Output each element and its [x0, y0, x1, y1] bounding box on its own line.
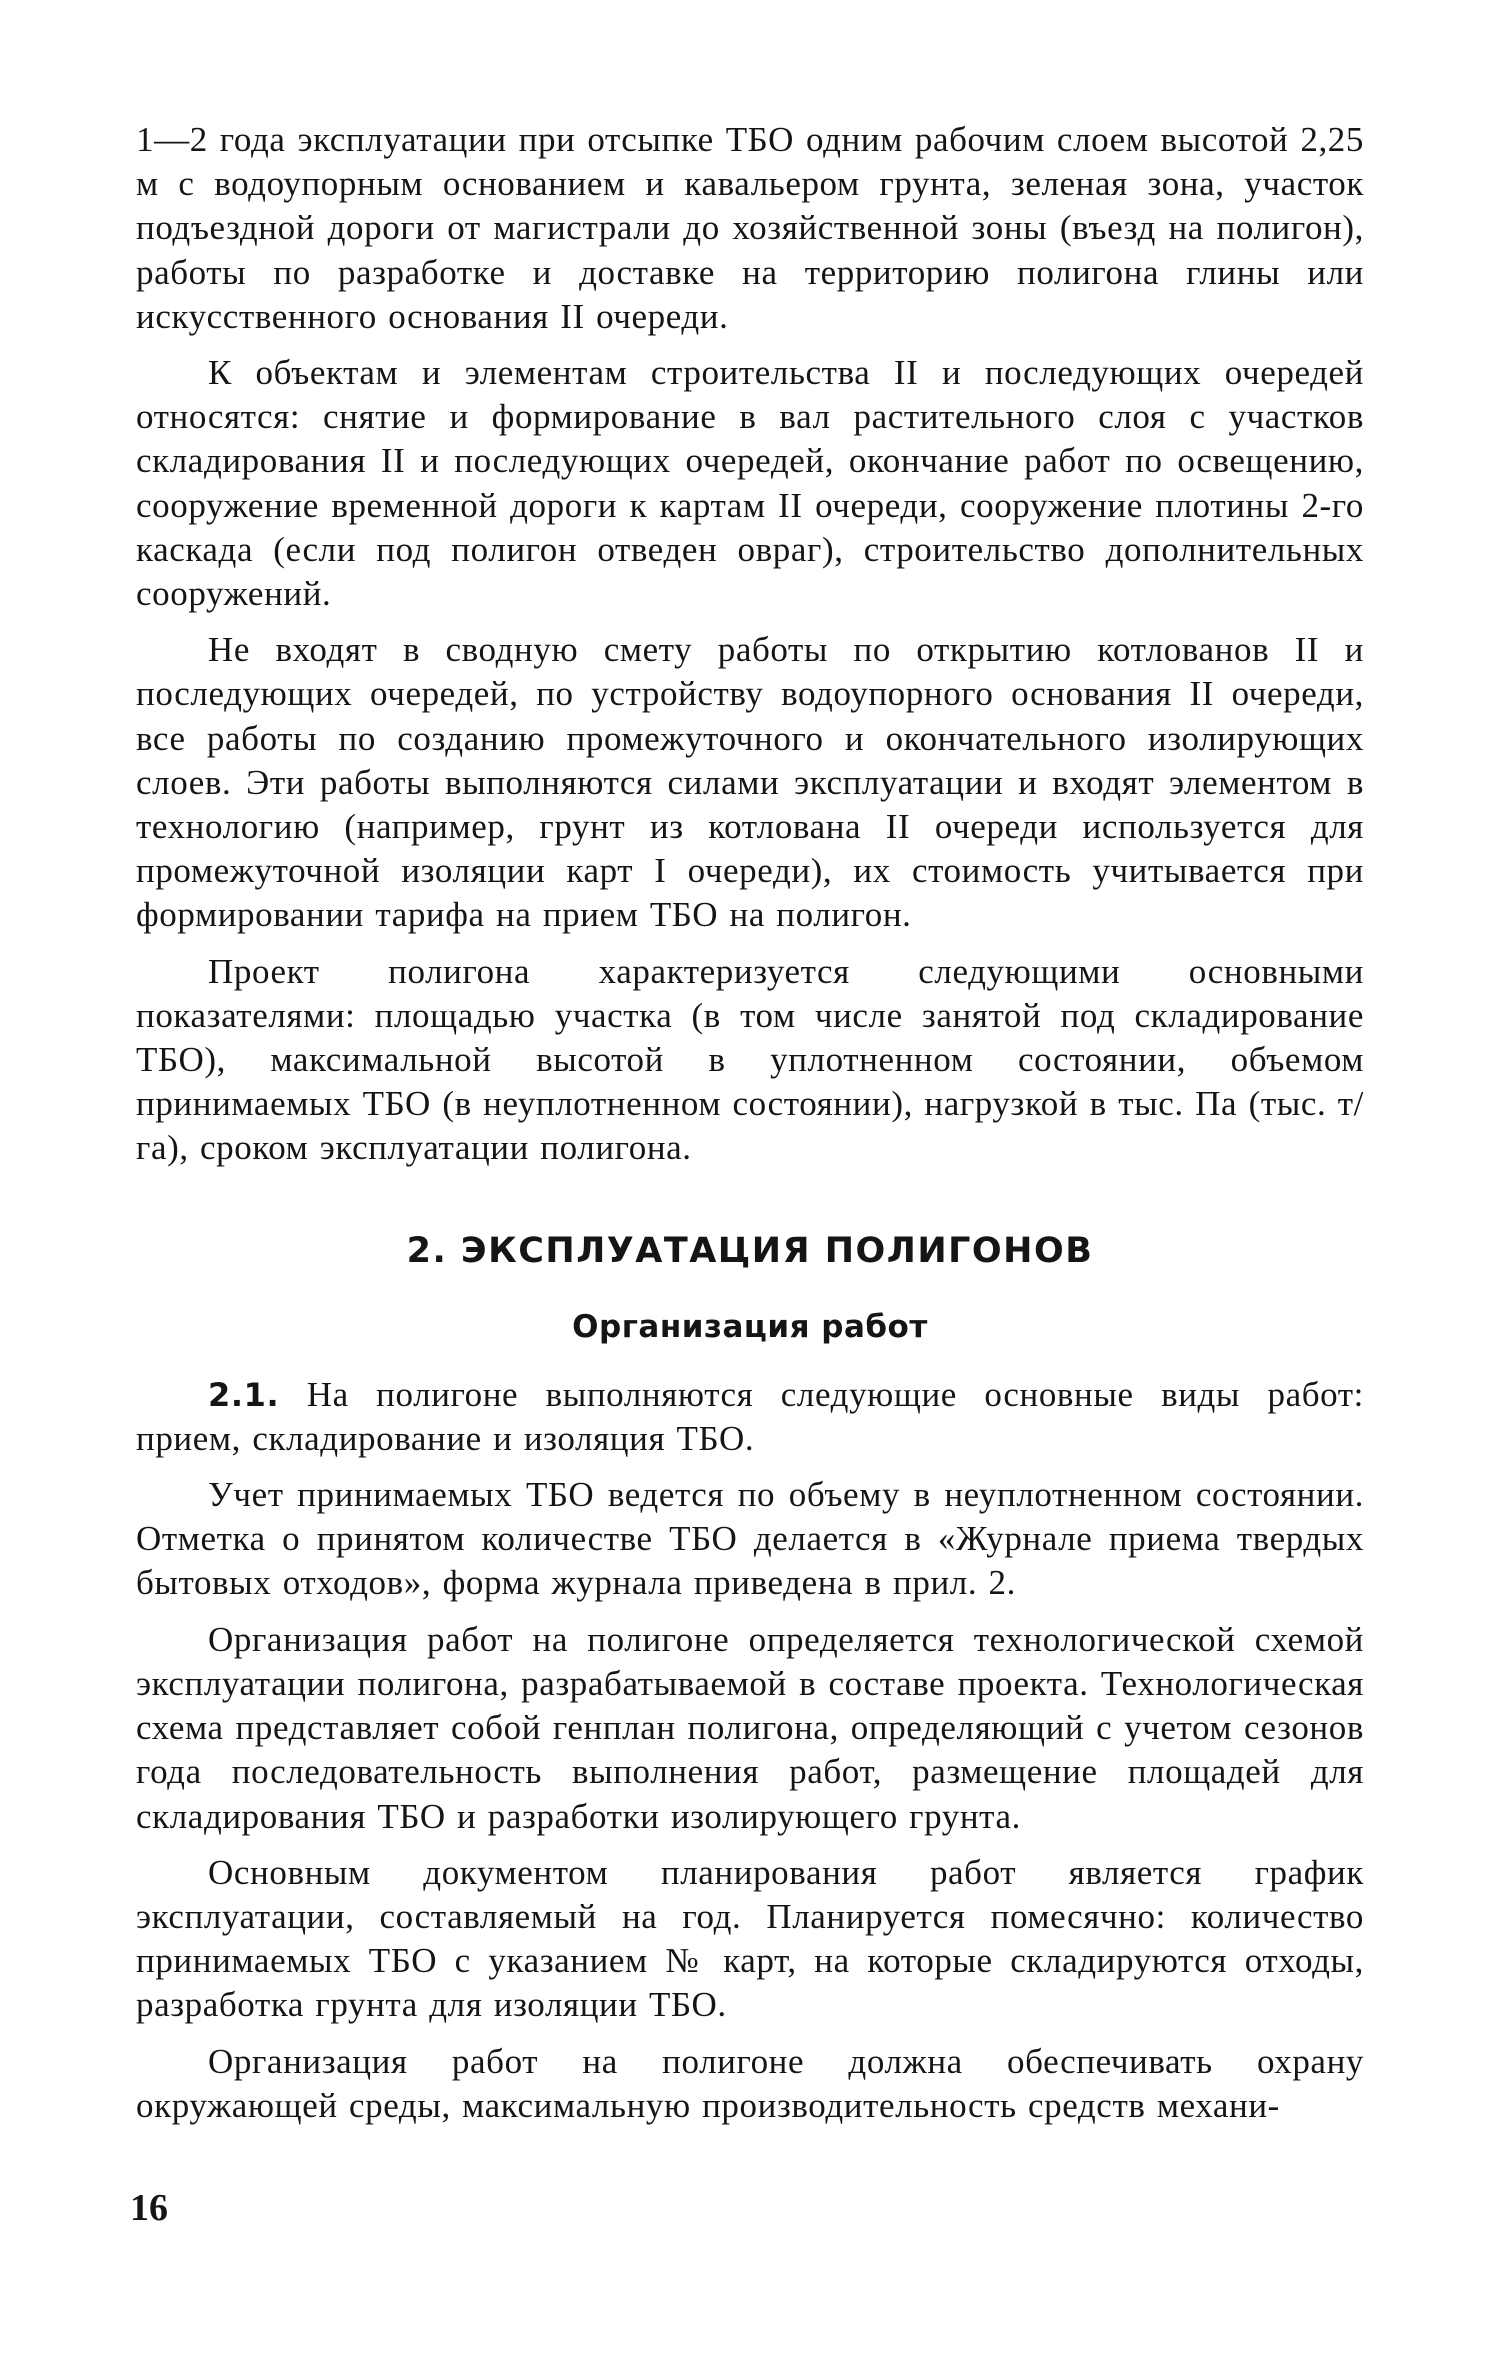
- page-body: [136, 118, 1364, 2128]
- paragraph: К объектам и элементам строительства II и последующих очередей относятся: снятие и формирование в вал растительного слоя с участков складирования II и последующих очередей, окончание работ по освещению, сооружение временной дороги к картам II очереди, сооружение плотины 2-го каскада (если под полигон отведен овраг), строительство дополнительных сооружений.: [136, 353, 1364, 614]
- paragraph: Учет принимаемых ТБО ведется по объему в неуплотненном состоянии. Отметка о принятом количестве ТБО делается в «Журнале приема твердых бытовых отходов», форма журнала приведена в прил. 2.: [136, 1475, 1364, 1603]
- paragraph-2-1: [136, 1373, 1364, 1461]
- paragraph-text: На полигоне выполняются следующие основные виды работ: прием, складирование и изоляция ТБО.: [136, 1374, 1364, 1458]
- page-number: 16: [130, 2187, 168, 2229]
- section-heading: 2. ЭКСПЛУАТАЦИЯ ПОЛИГОНОВ: [406, 1230, 1094, 1271]
- paragraph-number: 2.1.: [208, 1375, 280, 1414]
- subsection-heading: Организация работ: [572, 1308, 928, 1345]
- paragraph: Основным документом планирования работ является график эксплуатации, составляемый на год. Планируется помесячно: количество принимаемых ТБО с указанием № карт, на которые складируются отходы, разработка грунта для изоляции ТБО.: [136, 1852, 1364, 2025]
- paragraph: Не входят в сводную смету работы по открытию котлованов II и последующих очередей, по устройству водоупорного основания II очереди, все работы по созданию промежуточного и окончательного изолирующих слоев. Эти работы выполняются силами эксплуатации и входят элементом в технологию (например, грунт из котлована II очереди используется для промежуточной изоляции карт I очереди), их стоимость учитывается при формировании тарифа на прием ТБО на полигон.: [136, 630, 1364, 935]
- paragraph: Организация работ на полигоне определяется технологической схемой эксплуатации полигона, разрабатываемой в составе проекта. Технологическая схема представляет собой генплан полигона, определяющий с учетом сезонов года последовательность выполнения работ, размещение площадей для складирования ТБО и разработки изолирующего грунта.: [136, 1619, 1364, 1836]
- paragraph: 1—2 года эксплуатации при отсыпке ТБО одним рабочим слоем высотой 2,25 м с водоупорным основанием и кавальером грунта, зеленая зона, участок подъездной дороги от магистрали до хозяйственной зоны (въезд на полигон), работы по разработке и доставке на территорию полигона глины или искусственного основания II очереди.: [136, 120, 1364, 336]
- paragraph: Организация работ на полигоне должна обеспечивать охрану окружающей среды, максимальную производительность средств механи-: [136, 2041, 1364, 2125]
- paragraph: Проект полигона характеризуется следующими основными показателями: площадью участка (в том числе занятой под складирование ТБО), максимальной высотой в уплотненном состоянии, объемом принимаемых ТБО (в неуплотненном состоянии), нагрузкой в тыс. Па (тыс. т/га), сроком эксплуатации полигона.: [136, 951, 1364, 1168]
